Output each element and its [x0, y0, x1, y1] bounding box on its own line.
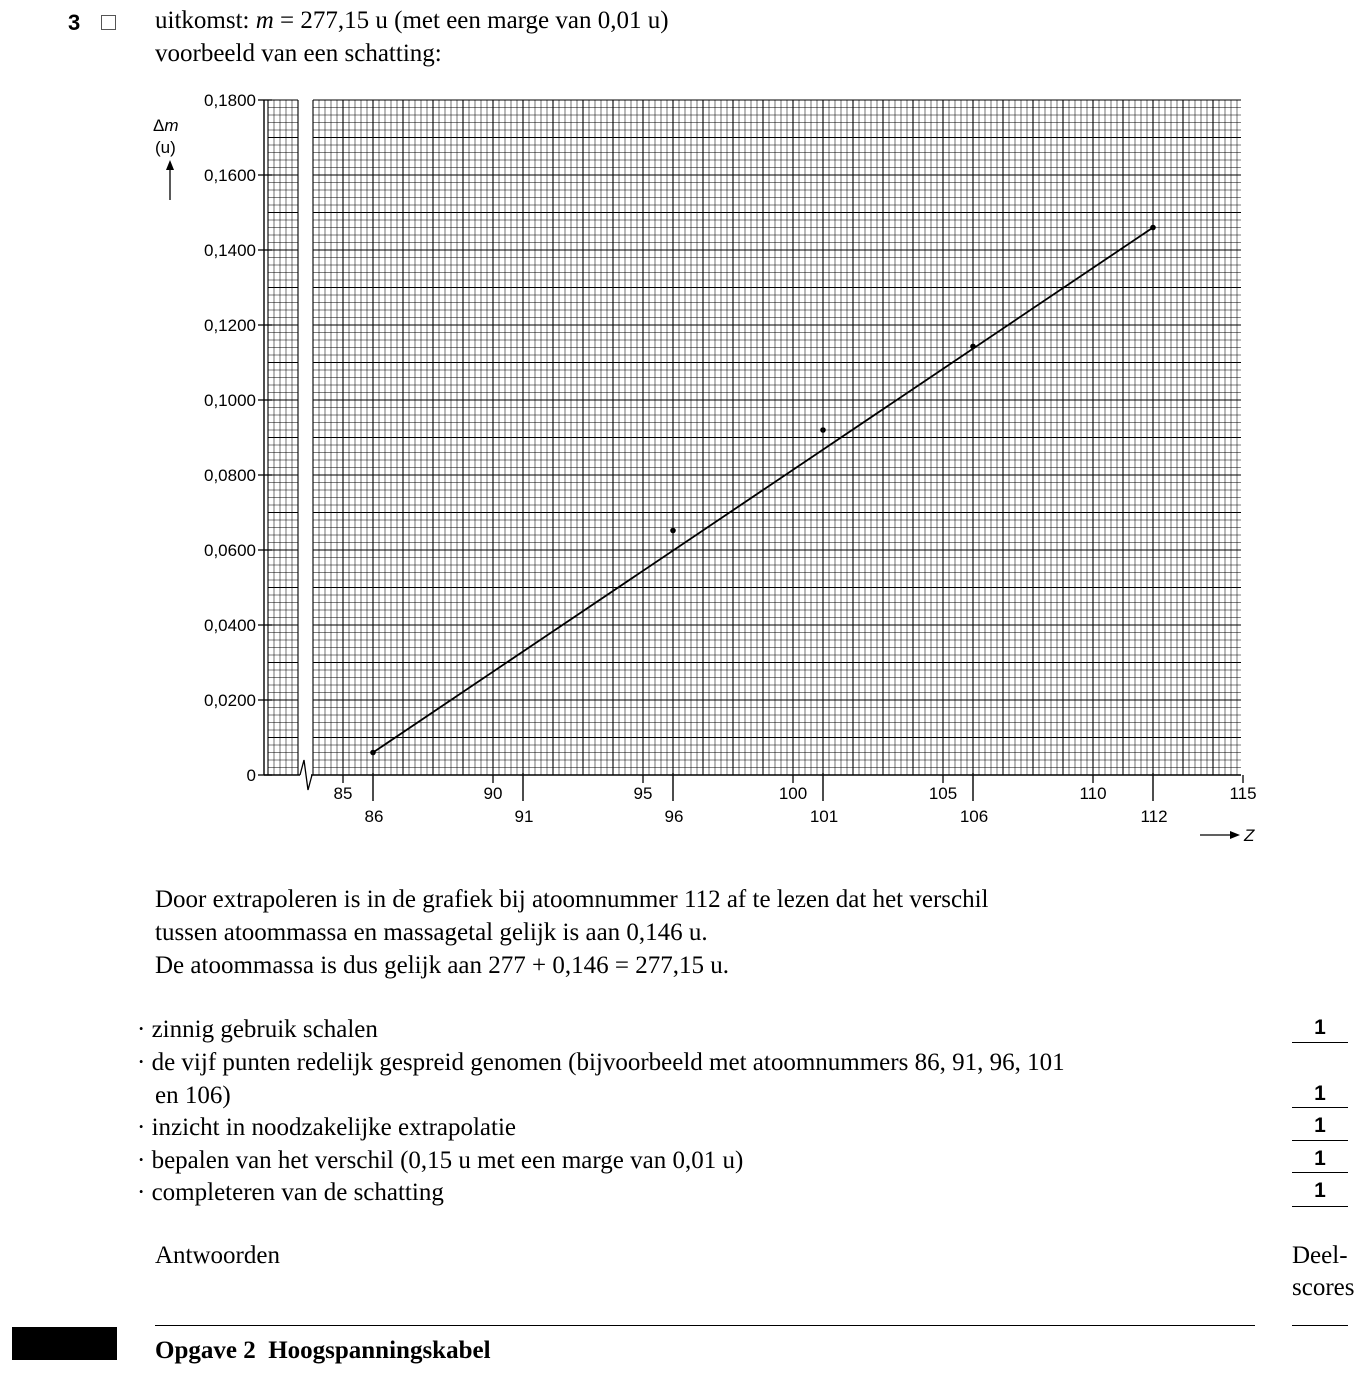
criterion-2-text: de vijf punten redelijk gespreid genomen (bijvoorbeeld met atoomnummers 86, 91, 96, 101: [151, 1049, 1065, 1076]
score-header-1: Deel-: [1292, 1242, 1348, 1269]
x-tick-label: 85: [333, 784, 353, 803]
result-var: m: [255, 7, 274, 34]
score-divider: [1292, 1140, 1348, 1141]
result-prefix: uitkomst:: [155, 7, 256, 34]
y-tick-label: 0: [246, 766, 256, 785]
data-point: [670, 528, 676, 534]
score-3: 1: [1314, 1114, 1326, 1137]
x-tick-label: 110: [1079, 784, 1107, 803]
explanation-line-2: tussen atoommassa en massagetal gelijk is aan 0,146 u.: [155, 919, 708, 946]
score-1: 1: [1314, 1016, 1326, 1039]
y-tick-label: 0,0600: [204, 541, 256, 560]
criterion-1-text: zinnig gebruik schalen: [151, 1016, 378, 1043]
y-tick-label: 0,0400: [204, 616, 256, 635]
x-axis-arrow-head: [1230, 831, 1240, 839]
y-tick-label: 0,0800: [204, 466, 256, 485]
grid-left-panel: [268, 100, 298, 775]
x-marked-tick-label: 86: [364, 807, 384, 826]
y-ticks: [204, 91, 272, 785]
y-axis-label-symbol: [153, 116, 179, 135]
data-point: [970, 344, 976, 350]
y-tick-label: 0,1200: [204, 316, 256, 335]
axis-break-mark: [300, 760, 312, 790]
score-5: 1: [1314, 1179, 1326, 1202]
criterion-3: · inzicht in noodzakelijke extrapolatie: [137, 1114, 517, 1141]
explanation-line-3: De atoommassa is dus gelijk aan 277 + 0,146 = 277,15 u.: [155, 952, 729, 979]
criterion-2: · de vijf punten redelijk gespreid genomen (bijvoorbeeld met atoomnummers 86, 91, 96, 101: [137, 1049, 1065, 1076]
section-number: Opgave 2: [155, 1337, 256, 1364]
score-divider: [1292, 1172, 1348, 1173]
y-axis-label-unit: (u): [155, 138, 176, 157]
x-marked-tick-label: 96: [664, 807, 684, 826]
result-rest: = 277,15 u (met een marge van 0,01 u): [273, 7, 669, 34]
score-4: 1: [1314, 1147, 1326, 1170]
x-marked-tick-label: 101: [809, 807, 839, 826]
data-point: [1150, 225, 1156, 231]
answers-label: Antwoorden: [155, 1242, 280, 1269]
score-divider: [1292, 1206, 1348, 1207]
score-header-2: scores: [1292, 1274, 1354, 1301]
y-axis-label-delta: Δ: [153, 116, 165, 135]
score-rule: [1292, 1325, 1348, 1326]
grid-right-panel: [313, 100, 1241, 775]
score-divider: [1292, 1042, 1348, 1043]
section-heading: [155, 1334, 491, 1367]
section-title: Hoogspanningskabel: [268, 1337, 491, 1364]
x-marked-tick-label: 91: [514, 807, 534, 826]
criterion-3-text: inzicht in noodzakelijke extrapolatie: [151, 1114, 517, 1141]
x-tick-label: 115: [1229, 784, 1257, 803]
x-tick-label: 95: [633, 784, 653, 803]
score-divider: [1292, 1107, 1348, 1108]
x-marked-tick-label: 112: [1140, 807, 1168, 826]
x-axis-label: Z: [1244, 826, 1255, 845]
data-point: [370, 750, 376, 756]
criterion-5: · completeren van de schatting: [137, 1179, 444, 1206]
y-tick-label: 0,1600: [204, 166, 256, 185]
y-tick-label: 0,1800: [204, 91, 256, 110]
y-tick-label: 0,0200: [204, 691, 256, 710]
section-rule: [155, 1325, 1255, 1326]
y-tick-label: 0,1400: [204, 241, 256, 260]
section-marker: [12, 1327, 117, 1360]
criterion-2-continued: en 106): [155, 1082, 231, 1109]
criterion-4: · bepalen van het verschil (0,15 u met een marge van 0,01 u): [137, 1147, 744, 1174]
y-tick-label: 0,1000: [204, 391, 256, 410]
criterion-5-text: completeren van de schatting: [151, 1179, 444, 1206]
criterion-4-text: bepalen van het verschil (0,15 u met een marge van 0,01 u): [151, 1147, 744, 1174]
score-2: 1: [1314, 1082, 1326, 1105]
y-axis-arrow-head: [166, 160, 174, 170]
x-marked-tick-label: 106: [959, 807, 989, 826]
x-tick-label: 105: [928, 784, 958, 803]
x-tick-label: 90: [483, 784, 503, 803]
question-number: 3: [68, 10, 81, 35]
criterion-1: · zinnig gebruik schalen: [137, 1016, 378, 1043]
data-point: [820, 427, 826, 433]
explanation-line-1: Door extrapoleren is in de grafiek bij atoomnummer 112 af te lezen dat het verschil: [155, 886, 989, 913]
x-tick-label: 100: [778, 784, 808, 803]
x-ticks: [334, 773, 1257, 826]
example-label: voorbeeld van een schatting:: [155, 40, 442, 67]
y-axis-label-var: m: [164, 116, 179, 135]
